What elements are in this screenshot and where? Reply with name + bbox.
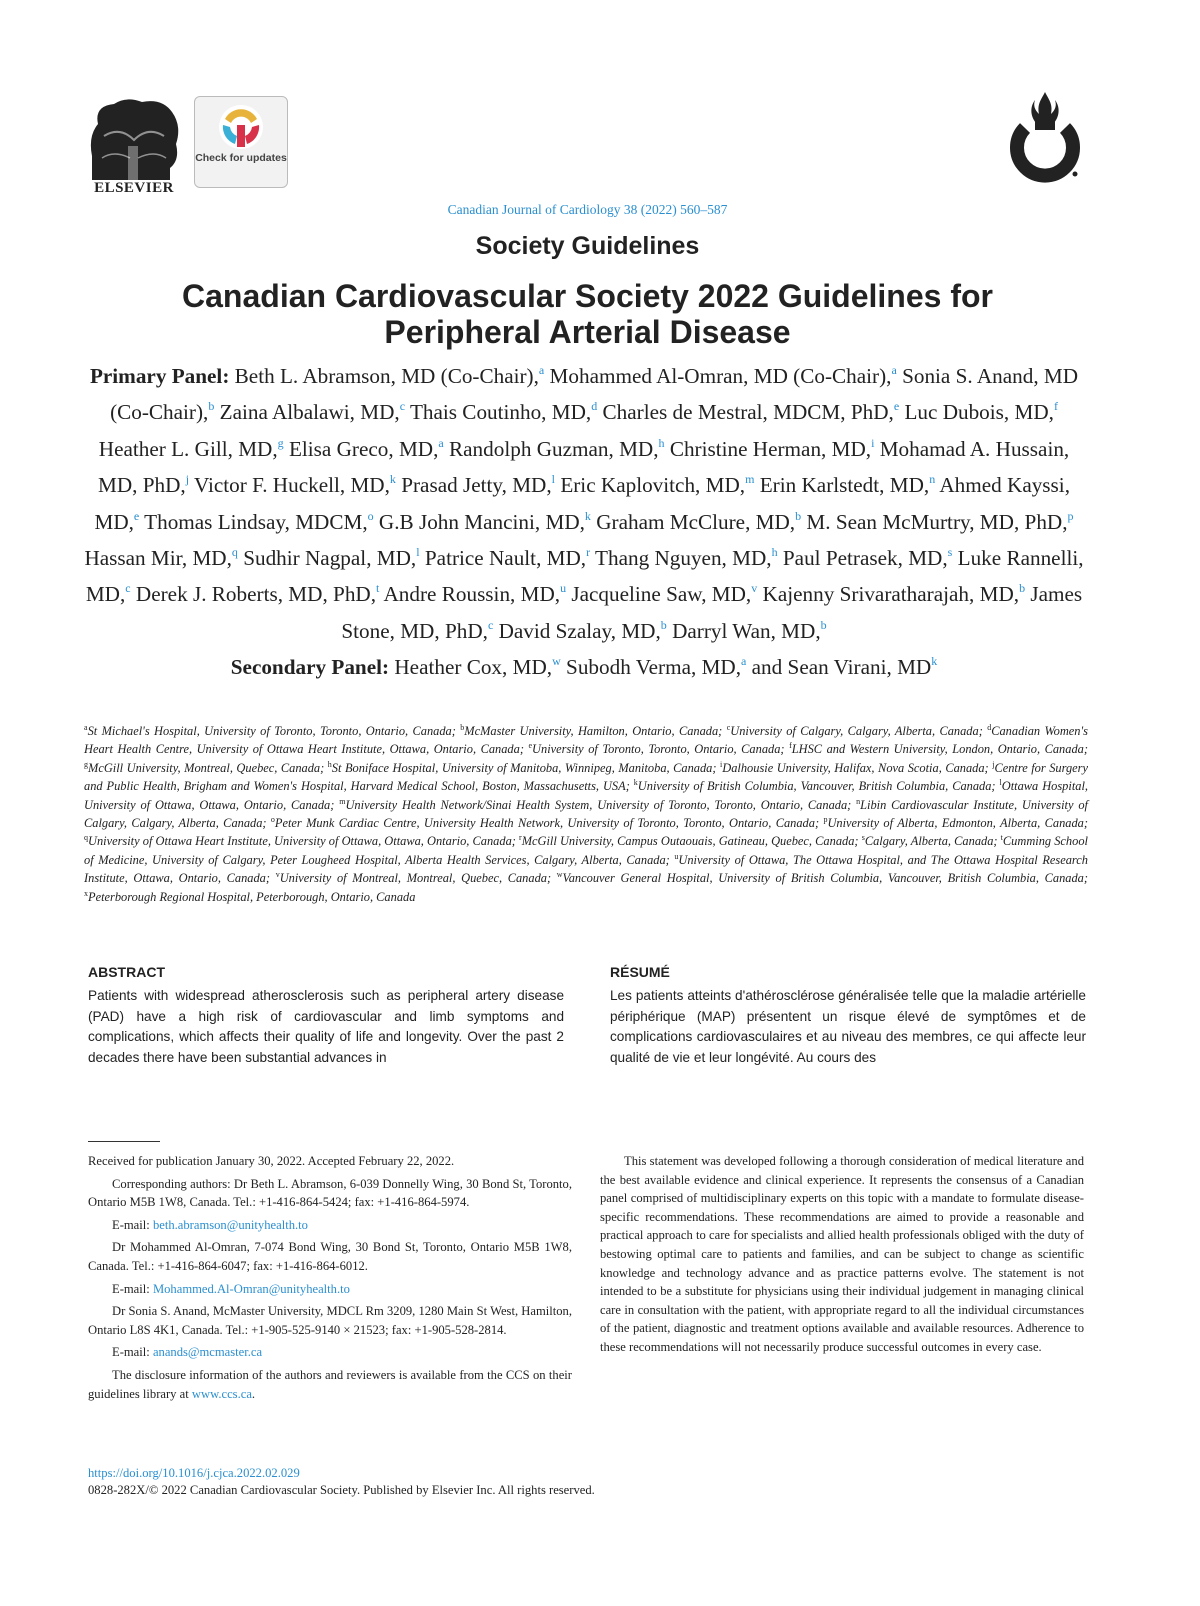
affiliation-text: University Health Network/Sinai Health System, University of Toronto, Toronto, Ontario, Canada; <box>345 797 852 812</box>
affiliation-marker[interactable]: g <box>277 435 284 450</box>
author <box>904 400 1057 424</box>
affiliation-text: Dalhousie University, Halifax, Nova Scotia, Canada; <box>722 760 989 775</box>
author-name: Patrice Nault, MD, <box>424 546 587 571</box>
author-name: Darryl Wan, MD, <box>672 618 821 643</box>
affiliation-letter: s <box>861 833 865 843</box>
author-name: Beth L. Abramson, MD (Co-Chair), <box>234 364 539 388</box>
author-name: Andre Roussin, MD, <box>383 582 561 607</box>
affiliation-letter: u <box>674 851 679 861</box>
affiliation-marker[interactable]: h <box>658 435 665 450</box>
affiliation-text: St Boniface Hospital, University of Manitoba, Winnipeg, Manitoba, Canada; <box>331 760 717 775</box>
author-name: M. Sean McMurtry, MD, PhD, <box>806 509 1068 534</box>
author-name: Erin Karlstedt, MD, <box>759 473 930 498</box>
affiliation-text: University of Toronto, Toronto, Ontario, Canada; <box>532 742 785 757</box>
affiliation-letter: g <box>84 759 88 769</box>
abstract-heading: ABSTRACT <box>88 964 165 980</box>
affiliation-marker[interactable]: j <box>185 472 190 487</box>
author-name: Thang Nguyen, MD, <box>595 546 772 571</box>
author <box>289 437 444 461</box>
affiliation-marker[interactable]: c <box>487 617 494 632</box>
affiliation-marker[interactable]: u <box>560 581 567 596</box>
affiliation-item <box>862 834 998 848</box>
affiliation-text: University of Ottawa Heart Institute, University of Ottawa, Ottawa, Ontario, Canada; <box>88 834 516 849</box>
affiliation-marker[interactable]: p <box>1067 508 1074 523</box>
author <box>136 582 379 606</box>
author-name: Sudhir Nagpal, MD, <box>243 546 417 571</box>
affiliation-text: University of Alberta, Edmonton, Alberta, Canada; <box>827 816 1088 831</box>
author <box>752 655 938 679</box>
affiliation-item <box>727 724 983 738</box>
affiliation-item <box>328 761 717 775</box>
author <box>596 510 801 534</box>
abstract-text: Patients with widespread atherosclerosis such as peripheral artery disease (PAD) have a high risk of cardiovascular and limb symptoms and complications, which affects their quality of life and longevity. Over the past 2 decades there have been substantial advances in <box>88 988 564 1065</box>
email-label: E-mail: <box>112 1281 150 1296</box>
affiliation-text: Canadian Women's Heart Health Centre, University of Ottawa Heart Institute, Ottawa, Ontario, Canada; <box>84 724 1088 757</box>
author-name: Ahmed Kayssi, MD, <box>94 473 1070 534</box>
affiliation-marker[interactable]: k <box>931 654 938 669</box>
author <box>566 655 746 679</box>
affiliation-marker[interactable]: b <box>820 617 827 632</box>
author-name: Christine Herman, MD, <box>669 436 872 461</box>
affiliation-text: Peter Munk Cardiac Centre, University Health Network, University of Toronto, Toronto, Ontario, Canada; <box>274 816 820 831</box>
author <box>401 473 555 497</box>
author <box>394 655 560 679</box>
author-name: Charles de Mestral, MDCM, PhD, <box>602 400 894 425</box>
author <box>449 437 665 461</box>
affiliation-letter: q <box>84 833 88 843</box>
author <box>220 400 405 424</box>
author <box>425 546 590 570</box>
author-name: Jacqueline Saw, MD, <box>571 582 752 607</box>
affiliation-marker[interactable]: c <box>399 399 406 414</box>
author-name: Randolph Guzman, MD, <box>449 436 659 461</box>
affiliation-marker[interactable]: a <box>891 363 897 377</box>
affiliation-marker[interactable]: w <box>552 654 561 669</box>
email-line-3 <box>88 1343 572 1362</box>
author-name: Thomas Lindsay, MDCM, <box>144 509 368 534</box>
author <box>763 582 1026 606</box>
affiliation-item <box>720 761 989 775</box>
affiliation-letter: l <box>999 778 1002 788</box>
author <box>144 510 373 534</box>
affiliation-item <box>84 834 516 848</box>
received-note: Received for publication January 30, 2022. Accepted February 22, 2022. <box>88 1154 455 1168</box>
author-name: David Szalay, MD, <box>498 618 661 643</box>
journal-citation[interactable]: Canadian Journal of Cardiology 38 (2022) 560–587 <box>447 202 728 217</box>
affiliation-marker[interactable]: v <box>751 581 758 596</box>
affiliation-item <box>84 890 415 904</box>
resume-heading: RÉSUMÉ <box>610 964 670 980</box>
author <box>499 619 667 643</box>
author <box>550 364 897 388</box>
affiliation-letter: o <box>270 815 275 825</box>
author <box>783 546 952 570</box>
affiliation-item <box>271 816 819 830</box>
affiliation-letter: t <box>1000 833 1003 843</box>
author <box>560 473 754 497</box>
disclosure-note <box>88 1366 572 1403</box>
affiliation-letter: r <box>519 833 522 843</box>
author <box>243 546 419 570</box>
affiliation-text: McGill University, Campus Outaouais, Gatineau, Quebec, Canada; <box>521 834 859 849</box>
author-name: Derek J. Roberts, MD, PhD, <box>135 582 377 607</box>
affiliation-text: University of Calgary, Calgary, Alberta, Canada; <box>730 724 983 738</box>
affiliation-letter: a <box>84 723 88 732</box>
author <box>379 510 591 534</box>
affiliation-item <box>519 834 859 848</box>
author-name: Graham McClure, MD, <box>596 509 796 534</box>
affiliations <box>84 722 1088 906</box>
author <box>760 473 935 497</box>
author <box>595 546 778 570</box>
resume-text: Les patients atteints d'athérosclérose généralisée telle que la maladie artérielle périphérique (MAP) présentent un risque élevé de symptômes et de complications cardiovasculaires et au niveau des membres, ce qui affecte leur qualité de vie et leur longévité. Au cours des <box>610 988 1086 1065</box>
author <box>194 473 396 497</box>
affiliation-item <box>84 761 324 775</box>
article-title <box>100 278 1075 350</box>
affiliation-marker[interactable]: t <box>376 581 380 596</box>
author-name: Mohamad A. Hussain, MD, PhD, <box>97 436 1070 498</box>
affiliation-marker[interactable]: l <box>416 545 420 560</box>
affiliation-text: St Michael's Hospital, University of Toronto, Toronto, Ontario, Canada; <box>87 724 456 738</box>
affiliation-text: Ottawa Hospital, University of Ottawa, Ottawa, Ontario, Canada; <box>84 779 1088 812</box>
corresponding-author-2: Dr Mohammed Al-Omran, 7-074 Bond Wing, 30 Bond St, Toronto, Ontario M5B 1W8, Canada. Tel.: +1-416-864-6047; fax: +1-416-864-6012. <box>88 1240 572 1273</box>
affiliation-letter: w <box>556 870 563 880</box>
copyright-line: 0828-282X/© 2022 Canadian Cardiovascular Society. Published by Elsevier Inc. All rights reserved. <box>88 1483 595 1497</box>
author <box>670 437 875 461</box>
author <box>384 582 567 606</box>
corresponding-author-3: Dr Sonia S. Anand, McMaster University, MDCL Rm 3209, 1280 Main St West, Hamilton, Ontario L8S 4K1, Canada. Tel.: +1-905-525-9140 × 21523; fax: +1-905-528-2814. <box>88 1304 572 1337</box>
affiliation-text: Cumming School of Medicine, University of Calgary, Peter Lougheed Hospital, Alberta Health Services, Calgary, Alberta, Canada; <box>84 834 1088 867</box>
affiliation-letter: i <box>720 759 723 769</box>
author <box>410 400 597 424</box>
affiliation-marker[interactable]: c <box>125 581 131 596</box>
affiliation-item <box>823 816 1088 830</box>
author-list <box>84 358 1084 686</box>
author-name: and Sean Virani, MD <box>751 655 932 680</box>
affiliation-marker[interactable]: k <box>584 508 591 523</box>
affiliation-marker[interactable]: e <box>133 508 140 523</box>
email-link-2[interactable]: Mohammed.Al-Omran@unityhealth.to <box>152 1281 350 1296</box>
author-name: Eric Kaplovitch, MD, <box>560 473 746 498</box>
affiliation-letter: p <box>823 815 828 825</box>
disclosure-text: The disclosure information of the authors and reviewers is available from the CCS on their guidelines library at <box>88 1367 572 1401</box>
author-name: Paul Petrasek, MD, <box>782 546 948 571</box>
affiliation-item <box>460 724 722 738</box>
affiliation-marker[interactable]: o <box>367 508 374 523</box>
affiliation-text: University of British Columbia, Vancouver, British Columbia, Canada; <box>637 779 996 794</box>
author <box>603 400 900 424</box>
affiliation-item <box>789 742 1088 756</box>
affiliation-item <box>276 871 551 885</box>
email-line-1 <box>88 1216 572 1235</box>
email-line-2 <box>88 1280 572 1299</box>
affiliation-item <box>339 798 851 812</box>
affiliation-letter: x <box>84 888 88 898</box>
affiliation-marker[interactable]: b <box>660 617 667 632</box>
affiliation-marker[interactable]: l <box>551 472 556 487</box>
affiliation-text: Calgary, Alberta, Canada; <box>864 834 998 849</box>
primary-panel-label: Primary Panel: <box>89 364 230 388</box>
footnotes <box>88 1152 572 1407</box>
email-link-1[interactable]: beth.abramson@unityhealth.to <box>152 1217 308 1232</box>
affiliation-marker[interactable]: b <box>1019 581 1026 596</box>
secondary-authors <box>394 655 937 679</box>
doi-link[interactable]: https://doi.org/10.1016/j.cjca.2022.02.029 <box>88 1466 300 1480</box>
author-name: James Stone, MD, PhD, <box>341 582 1083 643</box>
affiliation-marker[interactable]: k <box>389 472 396 487</box>
affiliation-marker[interactable]: m <box>745 472 755 487</box>
affiliation-letter: c <box>726 723 731 732</box>
affiliation-text: Peterborough Regional Hospital, Peterborough, Ontario, Canada <box>88 889 416 904</box>
primary-authors <box>84 364 1083 643</box>
author-name: Sonia S. Anand, MD (Co-Chair), <box>110 364 1079 425</box>
author-name: Heather L. Gill, MD, <box>98 436 278 461</box>
affiliation-letter: v <box>275 870 280 880</box>
author-name: Subodh Verma, MD, <box>566 655 742 680</box>
affiliation-marker[interactable]: a <box>741 654 747 669</box>
affiliation-item <box>634 779 996 793</box>
footnote-rule <box>88 1141 160 1142</box>
affiliation-letter: d <box>987 723 992 732</box>
check-for-updates-badge[interactable] <box>194 96 288 188</box>
title-line-1: Canadian Cardiovascular Society 2022 Guidelines for <box>182 278 993 314</box>
email-label: E-mail: <box>112 1345 150 1360</box>
author-name: Zaina Albalawi, MD, <box>219 400 400 425</box>
affiliation-letter: h <box>327 759 332 769</box>
affiliation-text: LHSC and Western University, London, Ontario, Canada; <box>791 742 1088 757</box>
affiliation-marker[interactable]: d <box>591 399 598 414</box>
affiliation-letter: b <box>460 723 465 732</box>
email-label: E-mail: <box>112 1217 150 1232</box>
author-name: Mohammed Al-Omran, MD (Co-Chair), <box>549 364 892 388</box>
publisher-wordmark: ELSEVIER <box>94 180 174 196</box>
affiliation-marker[interactable]: a <box>438 435 444 450</box>
author <box>235 364 545 388</box>
affiliation-letter: j <box>992 759 995 769</box>
author-name: Elisa Greco, MD, <box>288 436 439 461</box>
author <box>99 437 284 461</box>
author-name: Hassan Mir, MD, <box>84 546 232 571</box>
affiliation-item <box>557 871 1088 885</box>
affiliation-marker[interactable]: e <box>893 399 900 414</box>
affiliation-letter: f <box>789 741 792 751</box>
ccs-society-logo <box>995 90 1095 190</box>
affiliation-marker[interactable]: b <box>795 508 802 523</box>
statement-note: This statement was developed following a thorough consideration of medical literature and the best available evidence and clinical experience. It represents the consensus of a Canadian panel comprised of multidisciplinary experts on this topic with a mandate to formulate disease-specific recommendations. These recommendations are aimed to provide a reasonable and practical approach to care for specialists and allied health professionals obliged with the duty of bestowing optimal care to patients and families, and can be subject to change as scientific knowledge and technology advance and as practice patterns evolve. The statement is not intended to be a substitute for physicians using their individual judgement in managing clinical care in consultation with the patient, with appropriate regard to all the individual circumstances of the patient, diagnostic and treatment options available and available resources. Adherence to these recommendations will not necessarily produce successful outcomes in every case. <box>600 1154 1084 1354</box>
author-name: Luke Rannelli, MD, <box>85 546 1084 607</box>
affiliation-item <box>84 724 456 738</box>
affiliation-text: University of Montreal, Montreal, Quebec, Canada; <box>279 871 552 886</box>
affiliation-marker[interactable]: a <box>538 363 545 377</box>
affiliation-text: McMaster University, Hamilton, Ontario, Canada; <box>464 724 723 738</box>
affiliation-text: Libin Cardiovascular Institute, University of Calgary, Calgary, Alberta, Canada; <box>84 797 1088 831</box>
author-name: Thais Coutinho, MD, <box>409 400 592 425</box>
affiliation-marker[interactable]: q <box>231 545 238 560</box>
ccs-website-link[interactable]: www.ccs.ca <box>191 1386 252 1401</box>
affiliation-letter: k <box>633 778 638 788</box>
secondary-panel-label: Secondary Panel: <box>230 655 390 680</box>
affiliation-marker[interactable]: s <box>947 545 953 560</box>
author <box>672 619 827 643</box>
affiliation-text: Centre for Surgery and Public Health, Brigham and Women's Hospital, Harvard Medical School, Boston, Massachusetts, USA; <box>84 760 1088 794</box>
disclosure-end: . <box>251 1386 256 1401</box>
affiliation-letter: n <box>856 796 861 806</box>
affiliation-letter: e <box>528 741 533 751</box>
affiliation-marker[interactable]: h <box>771 545 778 560</box>
author-name: Kajenny Srivaratharajah, MD, <box>762 582 1020 607</box>
affiliation-marker[interactable]: r <box>586 545 591 560</box>
affiliation-text: Vancouver General Hospital, University of British Columbia, Vancouver, British Columbia, Canada; <box>562 871 1088 886</box>
author <box>571 582 757 606</box>
author <box>806 510 1073 534</box>
affiliation-marker[interactable]: f <box>1053 399 1058 414</box>
affiliation-text: University of Ottawa, The Ottawa Hospital, and The Ottawa Hospital Research Institute, Ottawa, Ontario, Canada; <box>84 852 1088 886</box>
email-link-3[interactable]: anands@mcmaster.ca <box>152 1345 263 1360</box>
crossmark-icon <box>195 99 287 155</box>
affiliation-item <box>528 742 784 756</box>
corresponding-author-1: Corresponding authors: Dr Beth L. Abramson, 6-039 Donnelly Wing, 30 Bond St, Toronto, Ontario M5B 1W8, Canada. Tel.: +1-416-864-5424; fax: +1-416-864-5974. <box>88 1176 572 1210</box>
author-name: Victor F. Huckell, MD, <box>193 473 390 498</box>
author-name: Prasad Jetty, MD, <box>401 473 552 498</box>
affiliation-text: McGill University, Montreal, Quebec, Canada; <box>88 760 325 775</box>
author-name: Luc Dubois, MD, <box>904 400 1054 425</box>
affiliation-marker[interactable]: i <box>871 435 875 450</box>
check-for-updates-label: Check for updates <box>195 152 287 164</box>
affiliation-marker[interactable]: n <box>929 472 936 487</box>
affiliation-letter: m <box>339 796 346 806</box>
author-name: G.B John Mancini, MD, <box>378 509 585 534</box>
author <box>84 546 237 570</box>
author-name: Heather Cox, MD, <box>394 655 553 680</box>
affiliation-marker[interactable]: b <box>208 399 215 414</box>
title-line-2: Peripheral Arterial Disease <box>384 314 791 350</box>
section-label: Society Guidelines <box>475 232 700 260</box>
